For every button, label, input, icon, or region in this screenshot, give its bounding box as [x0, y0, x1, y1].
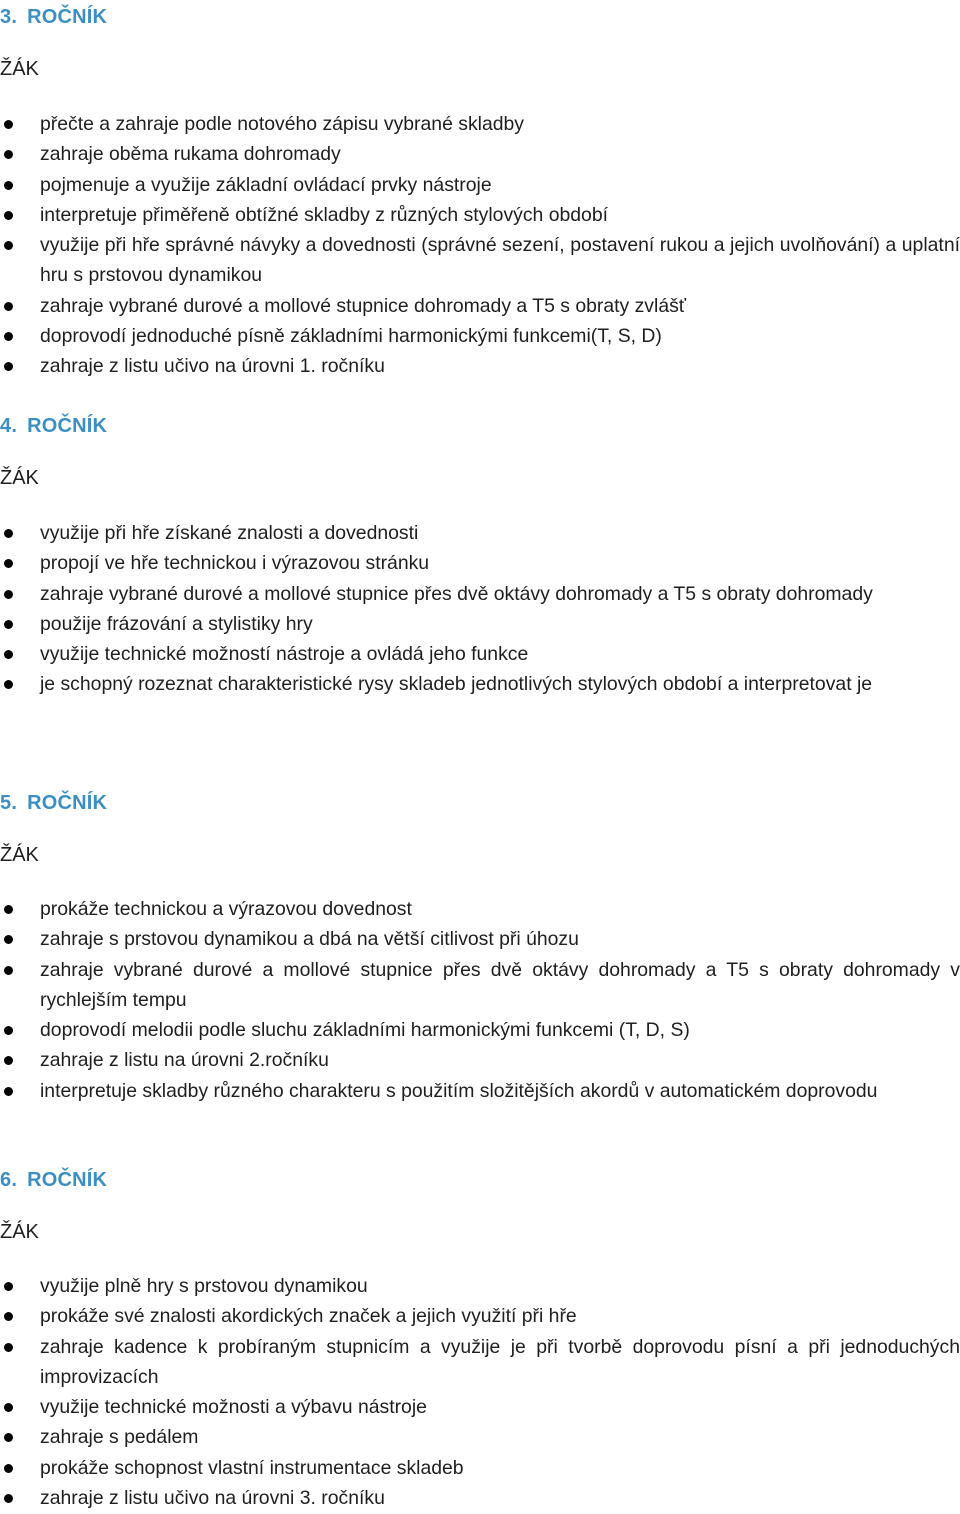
list-item: použije frázování a stylistiky hry — [0, 609, 960, 639]
list-item: zahraje s pedálem — [0, 1422, 960, 1452]
list-item: interpretuje přiměřeně obtížné skladby z různých stylových období — [0, 200, 960, 230]
section-title: ROČNÍK — [27, 792, 108, 814]
section-subject: ŽÁK — [0, 467, 39, 489]
section-number: 6. — [0, 1169, 18, 1191]
outcome-list — [0, 1271, 960, 1513]
list-item: zahraje z listu na úrovni 2.ročníku — [0, 1045, 960, 1075]
list-item: zahraje s prstovou dynamikou a dbá na větší citlivost při úhozu — [0, 924, 960, 954]
list-item: využije technické možnosti a výbavu nástroje — [0, 1392, 960, 1422]
list-item: využije při hře získané znalosti a dovednosti — [0, 518, 960, 548]
list-item: zahraje kadence k probíraným stupnicím a využije je při tvorbě doprovodu písní a při jednoduchých improvizacích — [0, 1332, 960, 1393]
list-item: zahraje vybrané durové a mollové stupnice dohromady a T5 s obraty zvlášť — [0, 291, 960, 321]
section-title: ROČNÍK — [27, 1169, 108, 1191]
list-item: zahraje z listu učivo na úrovni 3. ročníku — [0, 1483, 960, 1513]
list-item: doprovodí jednoduché písně základními harmonickými funkcemi(T, S, D) — [0, 321, 960, 351]
list-item: propojí ve hře technickou i výrazovou stránku — [0, 548, 960, 578]
section-heading — [0, 792, 107, 815]
section-number: 5. — [0, 792, 18, 814]
list-item: využije technické možností nástroje a ovládá jeho funkce — [0, 639, 960, 669]
list-item: zahraje vybrané durové a mollové stupnice přes dvě oktávy dohromady a T5 s obraty dohromady v rychlejším tempu — [0, 955, 960, 1016]
list-item: zahraje z listu učivo na úrovni 1. ročníku — [0, 351, 960, 381]
section-heading — [0, 1169, 107, 1192]
section-heading — [0, 415, 107, 438]
section-subject: ŽÁK — [0, 58, 39, 80]
list-item: doprovodí melodii podle sluchu základními harmonickými funkcemi (T, D, S) — [0, 1015, 960, 1045]
list-item: je schopný rozeznat charakteristické rysy skladeb jednotlivých stylových období a interpretovat je — [0, 669, 960, 699]
list-item: využije plně hry s prstovou dynamikou — [0, 1271, 960, 1301]
list-item: pojmenuje a využije základní ovládací prvky nástroje — [0, 170, 960, 200]
list-item: zahraje vybrané durové a mollové stupnice přes dvě oktávy dohromady a T5 s obraty dohromady — [0, 579, 960, 609]
list-item: využije při hře správné návyky a dovednosti (správné sezení, postavení rukou a jejich uvolňování) a uplatní hru s prstovou dynamikou — [0, 230, 960, 291]
section-heading — [0, 6, 107, 29]
list-item: interpretuje skladby různého charakteru s použitím složitějších akordů v automatickém doprovodu — [0, 1076, 960, 1106]
outcome-list — [0, 518, 960, 700]
section-subject: ŽÁK — [0, 844, 39, 866]
outcome-list — [0, 894, 960, 1106]
list-item: prokáže své znalosti akordických značek a jejich využití při hře — [0, 1301, 960, 1331]
section-subject: ŽÁK — [0, 1221, 39, 1243]
section-title: ROČNÍK — [27, 415, 108, 437]
outcome-list — [0, 109, 960, 382]
section-number: 4. — [0, 415, 18, 437]
list-item: zahraje oběma rukama dohromady — [0, 139, 960, 169]
list-item: prokáže technickou a výrazovou dovednost — [0, 894, 960, 924]
list-item: prokáže schopnost vlastní instrumentace skladeb — [0, 1453, 960, 1483]
list-item: přečte a zahraje podle notového zápisu vybrané skladby — [0, 109, 960, 139]
section-title: ROČNÍK — [27, 6, 108, 28]
section-number: 3. — [0, 6, 18, 28]
